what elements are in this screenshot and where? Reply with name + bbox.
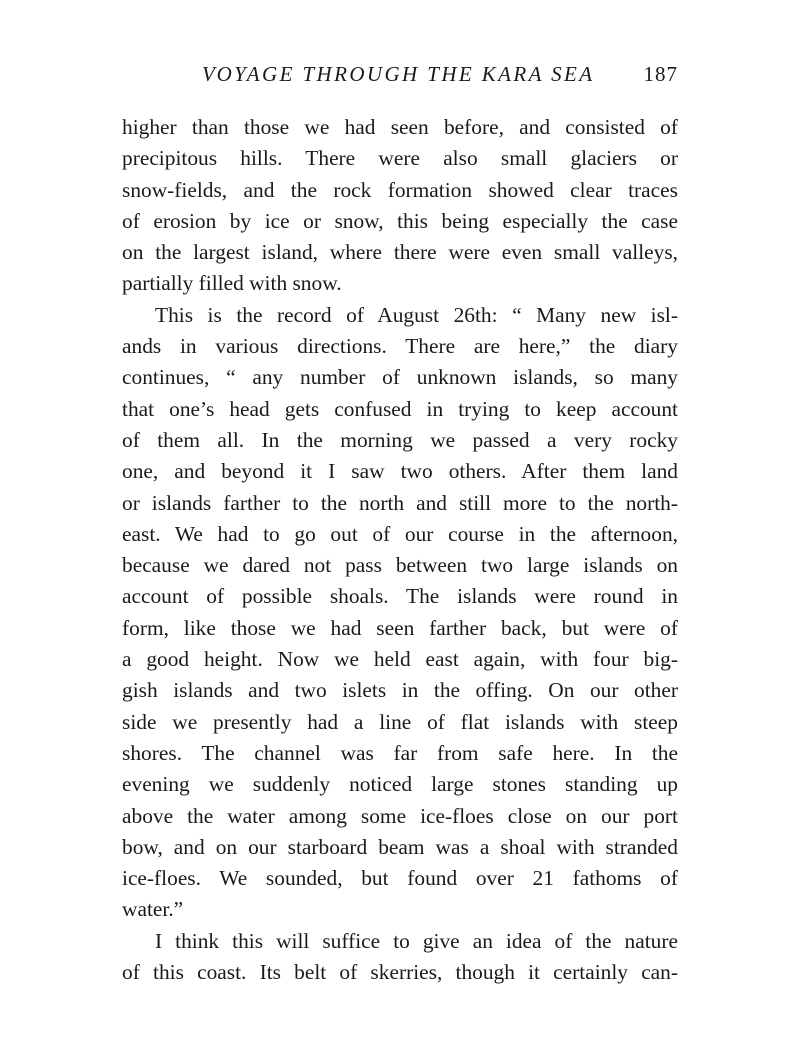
text-line: ice-floes. We sounded, but found over 21 fathoms of bbox=[122, 866, 678, 891]
text-line: that one’s head gets confused in trying to keep account bbox=[122, 396, 678, 421]
text-line: gish islands and two islets in the offing. On our other bbox=[122, 678, 678, 703]
text-line: precipitous hills. There were also small glaciers or bbox=[122, 146, 678, 171]
text-line: partially filled with snow. bbox=[122, 271, 342, 296]
paragraph-1 bbox=[122, 112, 678, 300]
text-line: water.” bbox=[122, 897, 184, 922]
text-line: of them all. In the morning we passed a very rocky bbox=[122, 427, 678, 452]
text-line: evening we suddenly noticed large stones standing up bbox=[122, 772, 678, 797]
text-line: above the water among some ice-floes close on our port bbox=[122, 803, 678, 828]
text-line: east. We had to go out of our course in the afternoon, bbox=[122, 521, 678, 546]
text-line: of this coast. Its belt of skerries, though it certainly can- bbox=[122, 960, 678, 985]
text-line: snow-fields, and the rock formation showed clear traces bbox=[122, 177, 678, 202]
text-line: on the largest island, where there were even small valleys, bbox=[122, 240, 678, 265]
text-line: higher than those we had seen before, and consisted of bbox=[122, 115, 678, 139]
text-line: form, like those we had seen farther back, but were of bbox=[122, 615, 678, 640]
running-title: VOYAGE THROUGH THE KARA SEA bbox=[202, 62, 595, 86]
text-line: ands in various directions. There are here,” the diary bbox=[122, 334, 678, 359]
running-head bbox=[122, 62, 678, 92]
text-line: continues, “ any number of unknown islands, so many bbox=[122, 365, 678, 390]
text-line: one, and beyond it I saw two others. After them land bbox=[122, 459, 678, 484]
text-line: account of possible shoals. The islands were round in bbox=[122, 584, 678, 609]
paragraph-2 bbox=[122, 300, 678, 926]
text-line: because we dared not pass between two large islands on bbox=[122, 553, 678, 578]
text-line: a good height. Now we held east again, with four big- bbox=[122, 647, 678, 672]
paragraph-3 bbox=[122, 926, 678, 989]
text-line: shores. The channel was far from safe here. In the bbox=[122, 740, 678, 765]
page-number: 187 bbox=[643, 62, 678, 86]
text-line: I think this will suffice to give an idea of the nature bbox=[155, 928, 678, 953]
text-line: bow, and on our starboard beam was a shoal with stranded bbox=[122, 834, 678, 859]
text-line: of erosion by ice or snow, this being especially the case bbox=[122, 208, 678, 233]
text-line: or islands farther to the north and still more to the north- bbox=[122, 490, 678, 515]
body-text bbox=[122, 112, 678, 988]
text-line: This is the record of August 26th: “ Many new isl- bbox=[155, 302, 678, 327]
text-line: side we presently had a line of flat islands with steep bbox=[122, 709, 678, 734]
